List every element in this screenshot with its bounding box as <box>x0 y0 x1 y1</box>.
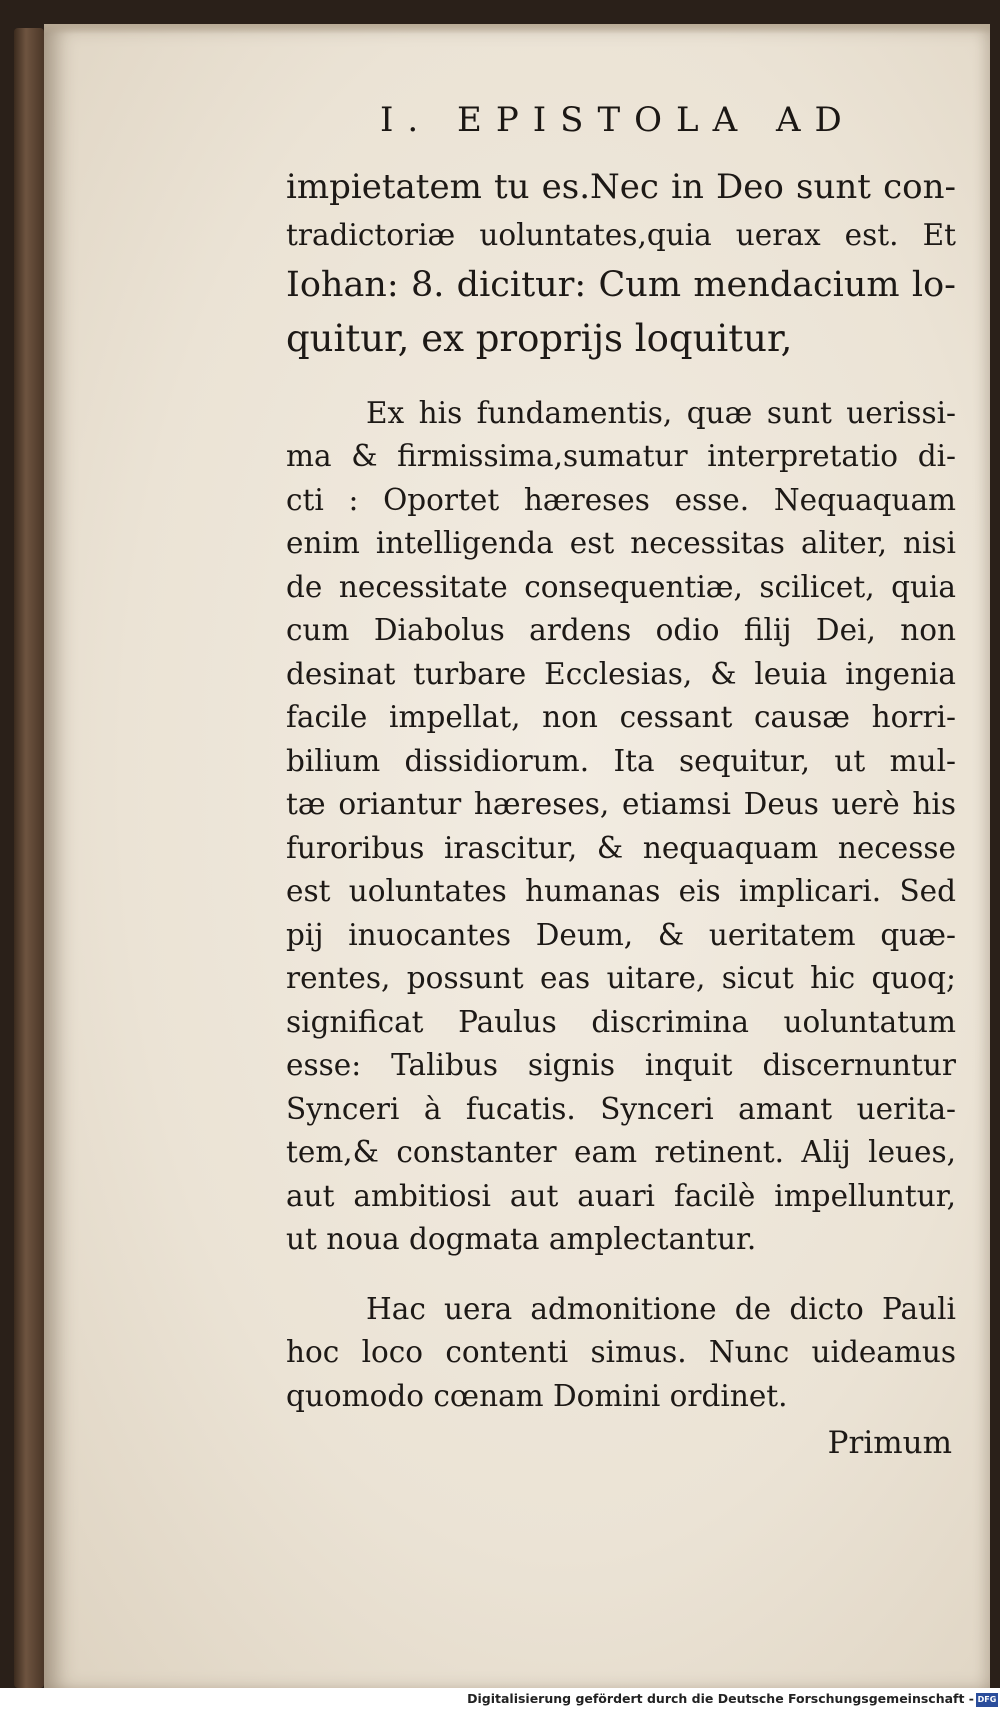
text-line: Ex his fundamentis, quæ sunt uerissi- <box>366 395 956 430</box>
catchword: Primum <box>827 1425 952 1461</box>
text-line: cum Diabolus ardens odio filij Dei, non <box>286 613 956 647</box>
paragraph-gap <box>286 366 956 392</box>
text-line: ut noua dogmata amplectantur. <box>286 1222 757 1256</box>
text-line: Synceri à fucatis. Synceri amant uerita- <box>286 1091 956 1126</box>
text-line: ma & firmissima,sumatur interpretatio di- <box>286 439 956 473</box>
text-line: quitur, ex proprijs loquitur, <box>286 316 793 360</box>
text-line: significat Paulus discrimina uoluntatum <box>286 1004 956 1039</box>
text-line: quomodo cœnam Domini ordinet. <box>286 1378 788 1413</box>
text-line: de necessitate consequentiæ, scilicet, quia <box>286 569 956 604</box>
text-line: pij inuocantes Deum, & ueritatem quæ- <box>286 917 956 952</box>
dfg-logo: DFG <box>976 1693 998 1707</box>
text-line: bilium dissidiorum. Ita sequitur, ut mul- <box>286 743 956 778</box>
text-line: furoribus irascitur, & nequaquam necesse <box>286 830 956 865</box>
text-line: tradictoriæ uoluntates,quia uerax est. Et <box>286 218 956 252</box>
text-line: enim intelligenda est necessitas aliter, nisi <box>286 526 956 560</box>
text-line: cti : Oportet hæreses esse. Nequaquam <box>286 482 956 517</box>
funding-credit: Digitalisierung gefördert durch die Deutsche Forschungsgemeinschaft - <box>467 1691 974 1706</box>
text-block <box>286 160 956 1468</box>
text-line: est uoluntates humanas eis implicari. Sed <box>286 874 956 908</box>
text-line: facile impellat, non cessant causæ horri- <box>286 700 956 734</box>
text-line: impietatem tu es.Nec in Deo sunt con- <box>286 167 956 207</box>
digitization-footer <box>0 1688 1000 1710</box>
page-top-shadow <box>44 24 990 34</box>
text-line: hoc loco contenti simus. Nunc uideamus <box>286 1335 956 1369</box>
paragraph-gap <box>286 1262 956 1288</box>
text-line: Hac uera admonitione de dicto Pauli <box>366 1291 956 1326</box>
text-line: Iohan: 8. dicitur: Cum mendacium lo- <box>286 264 956 305</box>
book-edge <box>14 28 44 1688</box>
text-line: desinat turbare Ecclesias, & leuia ingenia <box>286 656 956 691</box>
text-line: tem,& constanter eam retinent. Alij leues, <box>286 1135 956 1169</box>
text-line: rentes, possunt eas uitare, sicut hic quoq; <box>286 961 956 995</box>
text-line: tæ oriantur hæreses, etiamsi Deus uerè his <box>286 787 956 821</box>
text-line: esse: Talibus signis inquit discernuntur <box>286 1048 956 1082</box>
running-head: I. EPISTOLA AD <box>380 100 856 140</box>
text-line: aut ambitiosi aut auari facilè impelluntur, <box>286 1178 956 1213</box>
